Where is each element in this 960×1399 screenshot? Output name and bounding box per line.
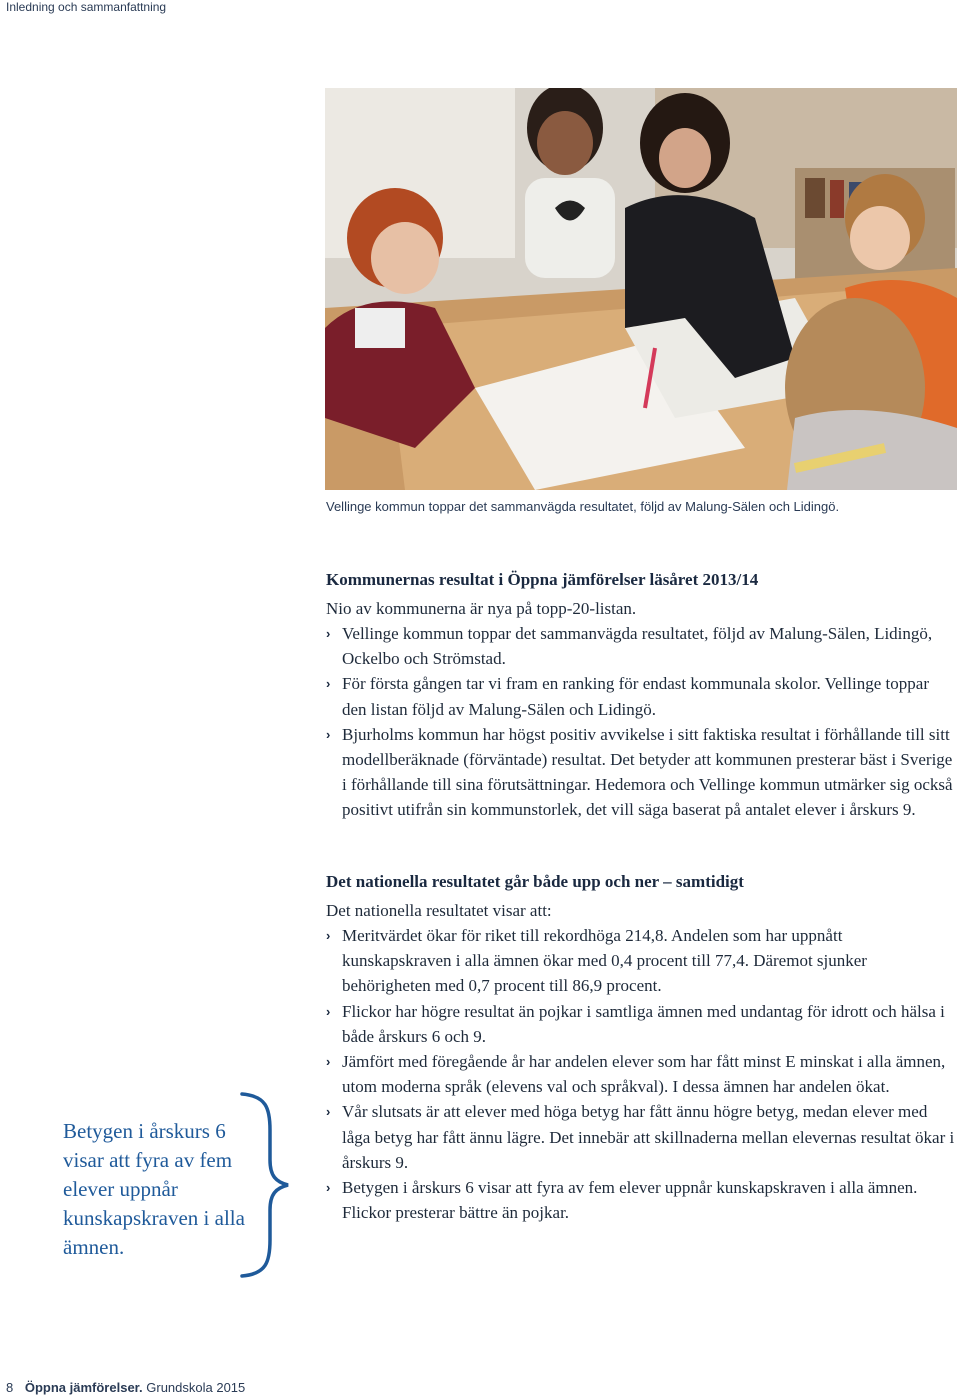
pull-quote: Betygen i årskurs 6 visar att fyra av fem elever uppnår kunskapskraven i alla ämnen. — [63, 1119, 245, 1259]
list-item-text: Betygen i årskurs 6 visar att fyra av fem elever uppnår kunskapskraven i alla ämnen. Flickor presterar bättre än pojkar. — [342, 1178, 918, 1223]
list-item-text: Vår slutsats är att elever med höga betyg har fått ännu högre betyg, medan elever med låga betyg har fått ännu lägre. Det innebär att skillnaderna mellan elevernas resultat ökar i årskurs 9. — [342, 1102, 955, 1172]
list-item — [326, 621, 956, 671]
chevron-right-icon: › — [326, 626, 331, 641]
chevron-right-icon: › — [326, 726, 331, 742]
chevron-right-icon: › — [326, 676, 331, 692]
page-footer — [6, 1380, 245, 1395]
list-item-text: Flickor har högre resultat än pojkar i samtliga ämnen med undantag för idrott och hälsa i både årskurs 6 och 9. — [342, 1001, 945, 1046]
section-heading: Kommunernas resultat i Öppna jämförelser läsåret 2013/14 — [326, 570, 759, 589]
bullet-list — [326, 923, 956, 1225]
list-item — [326, 1049, 956, 1099]
section-label: Inledning och sammanfattning — [6, 0, 167, 14]
bullet-list — [326, 621, 956, 823]
list-item-text: För första gången tar vi fram en ranking för endast kommunala skolor. Vellinge toppar den listan följd av Malung-Sälen och Lidingö. — [342, 674, 929, 719]
list-item — [326, 1175, 956, 1225]
list-item — [326, 671, 956, 721]
page-number: 8 — [6, 1380, 14, 1395]
classroom-photo — [325, 88, 957, 490]
chevron-right-icon: › — [326, 1054, 331, 1070]
curly-brace-icon — [232, 1090, 292, 1280]
list-item-text: Vellinge kommun toppar det sammanvägda resultatet, följd av Malung-Sälen, Lidingö, Ockelbo och Strömstad. — [342, 624, 933, 669]
list-item — [326, 999, 956, 1049]
classroom-photo-illustration — [325, 88, 957, 490]
chevron-right-icon: › — [326, 1003, 331, 1019]
section-intro: Nio av kommunerna är nya på topp-20-listan. — [326, 599, 637, 618]
list-item — [326, 722, 956, 823]
chevron-right-icon: › — [326, 928, 331, 943]
list-item — [326, 1099, 956, 1175]
section-national-results — [326, 869, 956, 1225]
section-intro: Det nationella resultatet visar att: — [326, 901, 552, 920]
section-heading: Det nationella resultatet går både upp och ner – samtidigt — [326, 872, 744, 891]
footer-brand: Öppna jämförelser. — [24, 1380, 143, 1395]
chevron-right-icon: › — [326, 1104, 331, 1120]
list-item-text: Meritvärdet ökar för riket till rekordhöga 214,8. Andelen som har uppnått kunskapskraven i alla ämnen ökar med 0,4 procent till 77,4. Däremot sjunker behörigheten med 0,7 procent till 86,9 procent. — [342, 926, 867, 996]
photo-caption: Vellinge kommun toppar det sammanvägda resultatet, följd av Malung-Sälen och Lidingö. — [326, 499, 840, 514]
list-item-text: Jämfört med föregående år har andelen elever som har fått minst E minskat i alla ämnen, utom moderna språk (elevens val och språkval). I dessa ämnen har andelen ökat. — [342, 1052, 946, 1097]
list-item — [326, 923, 956, 999]
section-municipal-results — [326, 567, 956, 823]
list-item-text: Bjurholms kommun har högst positiv avvikelse i sitt faktiska resultat i förhållande till sitt modellberäknade (förväntade) resultat. Det betyder att kommunen presterar bäst i Sverige i förhållande till sina förutsättningar. Hedemora och Vellinge kommun utmärker sig också positivt utifrån sin kommunstorlek, det vill säga baserat på antalet elever i årskurs 9. — [342, 724, 953, 820]
footer-subtitle: Grundskola 2015 — [146, 1380, 246, 1395]
chevron-right-icon: › — [326, 1180, 331, 1196]
